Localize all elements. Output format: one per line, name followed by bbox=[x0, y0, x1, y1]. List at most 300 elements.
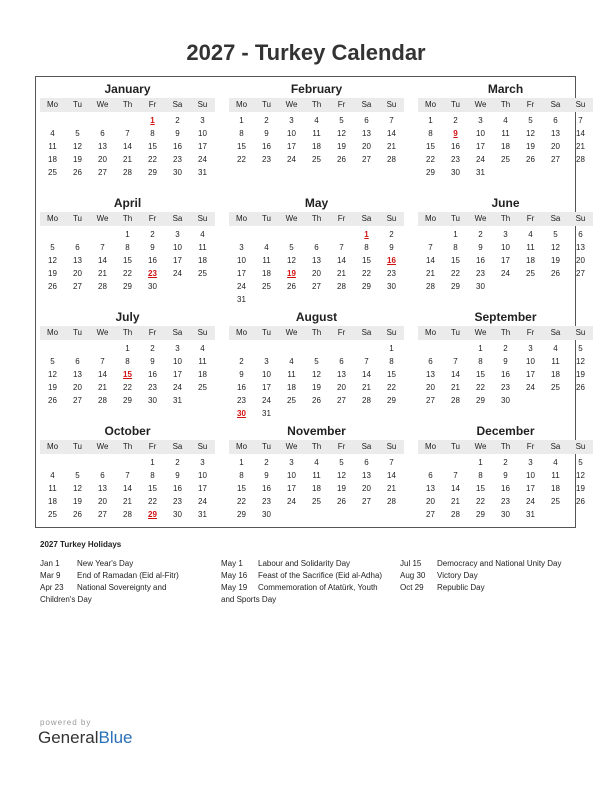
holiday-item bbox=[400, 582, 575, 594]
weekday-label: Su bbox=[197, 100, 208, 109]
weekday-label: We bbox=[285, 100, 298, 109]
day-cell: 30 bbox=[476, 282, 485, 291]
day-cell: 16 bbox=[173, 142, 182, 151]
day-cell: 7 bbox=[339, 243, 344, 252]
day-cell: 5 bbox=[553, 230, 558, 239]
day-cell: 4 bbox=[289, 357, 294, 366]
day-cell: 28 bbox=[123, 510, 132, 519]
day-cell: 20 bbox=[73, 269, 82, 278]
day-cell: 17 bbox=[287, 484, 296, 493]
weekday-label: Su bbox=[575, 214, 586, 223]
day-cell: 7 bbox=[100, 357, 105, 366]
holiday-day-cell: 16 bbox=[387, 256, 396, 265]
holiday-date: Apr 23 bbox=[40, 583, 64, 592]
day-cell: 15 bbox=[148, 142, 157, 151]
holiday-name: Labour and Solidarity Day bbox=[258, 559, 351, 568]
day-cell: 26 bbox=[551, 269, 560, 278]
month-name: June bbox=[491, 196, 520, 210]
day-cell: 23 bbox=[173, 497, 182, 506]
day-cell: 11 bbox=[551, 357, 560, 366]
day-cell: 6 bbox=[339, 357, 344, 366]
day-cell: 26 bbox=[73, 168, 82, 177]
holiday-date: Jan 1 bbox=[40, 559, 60, 568]
day-cell: 2 bbox=[175, 116, 180, 125]
day-cell: 31 bbox=[198, 510, 207, 519]
day-cell: 19 bbox=[337, 484, 346, 493]
weekday-header bbox=[40, 98, 215, 112]
empty-cell bbox=[254, 228, 279, 241]
day-cell: 17 bbox=[262, 383, 271, 392]
day-cell: 4 bbox=[503, 116, 508, 125]
day-cell: 18 bbox=[48, 155, 57, 164]
day-cell: 28 bbox=[362, 396, 371, 405]
month-name: May bbox=[304, 196, 329, 210]
holiday-name: Democracy and National Unity Day bbox=[437, 559, 562, 568]
day-cell: 22 bbox=[476, 497, 485, 506]
day-cell: 5 bbox=[314, 357, 319, 366]
weekday-label: Th bbox=[122, 328, 133, 337]
day-cell: 6 bbox=[100, 129, 105, 138]
day-cell: 21 bbox=[98, 383, 107, 392]
day-cell: 24 bbox=[173, 269, 182, 278]
day-cell: 4 bbox=[200, 344, 205, 353]
day-cell: 4 bbox=[314, 458, 319, 467]
day-cell: 18 bbox=[287, 383, 296, 392]
day-cell: 12 bbox=[48, 256, 57, 265]
day-cell: 31 bbox=[198, 168, 207, 177]
day-cell: 14 bbox=[98, 256, 107, 265]
day-cell: 12 bbox=[526, 129, 535, 138]
empty-cell bbox=[40, 228, 65, 241]
day-cell: 25 bbox=[551, 497, 560, 506]
day-cell: 12 bbox=[287, 256, 296, 265]
weekday-label: Fr bbox=[337, 442, 346, 451]
weekday-label: Mo bbox=[46, 328, 59, 337]
day-cell: 4 bbox=[200, 230, 205, 239]
month-august bbox=[229, 309, 404, 420]
day-cell: 3 bbox=[239, 243, 244, 252]
day-cell: 5 bbox=[50, 357, 55, 366]
weekday-label: Th bbox=[500, 328, 511, 337]
day-cell: 12 bbox=[576, 357, 585, 366]
day-cell: 11 bbox=[198, 357, 207, 366]
day-cell: 31 bbox=[476, 168, 485, 177]
weekday-label: Su bbox=[197, 214, 208, 223]
day-cell: 11 bbox=[312, 471, 321, 480]
day-cell: 25 bbox=[48, 510, 57, 519]
day-cell: 28 bbox=[98, 282, 107, 291]
day-cell: 19 bbox=[48, 383, 57, 392]
weekday-label: Fr bbox=[148, 214, 157, 223]
day-cell: 27 bbox=[362, 155, 371, 164]
holiday-date: May 1 bbox=[221, 559, 243, 568]
day-cell: 11 bbox=[312, 129, 321, 138]
holiday-date: May 16 bbox=[221, 571, 248, 580]
day-cell: 9 bbox=[264, 471, 269, 480]
day-cell: 23 bbox=[173, 155, 182, 164]
holiday-date: Aug 30 bbox=[400, 571, 426, 580]
day-cell: 26 bbox=[312, 396, 321, 405]
weekday-label: Sa bbox=[172, 328, 183, 337]
day-cell: 13 bbox=[426, 370, 435, 379]
empty-cell bbox=[254, 342, 279, 355]
weekday-label: Mo bbox=[46, 100, 59, 109]
day-cell: 20 bbox=[576, 256, 585, 265]
day-cell: 4 bbox=[528, 230, 533, 239]
weekday-label: Sa bbox=[361, 442, 372, 451]
day-cell: 17 bbox=[173, 256, 182, 265]
day-cell: 31 bbox=[526, 510, 535, 519]
day-cell: 29 bbox=[387, 396, 396, 405]
holiday-day-cell: 1 bbox=[364, 230, 369, 239]
month-march bbox=[418, 81, 593, 179]
day-grid bbox=[40, 114, 215, 179]
day-cell: 13 bbox=[362, 129, 371, 138]
weekday-label: Sa bbox=[172, 442, 183, 451]
day-cell: 15 bbox=[476, 484, 485, 493]
day-cell: 1 bbox=[239, 116, 244, 125]
holiday-item bbox=[40, 570, 200, 582]
day-cell: 22 bbox=[148, 497, 157, 506]
day-cell: 20 bbox=[312, 269, 321, 278]
day-cell: 10 bbox=[198, 129, 207, 138]
weekday-label: Su bbox=[197, 328, 208, 337]
day-cell: 13 bbox=[362, 471, 371, 480]
day-cell: 8 bbox=[428, 129, 433, 138]
month-october bbox=[40, 423, 215, 521]
day-grid bbox=[229, 342, 404, 420]
weekday-label: Sa bbox=[550, 442, 561, 451]
weekday-header bbox=[229, 440, 404, 454]
day-cell: 11 bbox=[48, 484, 57, 493]
holiday-item bbox=[221, 582, 391, 606]
month-april bbox=[40, 195, 215, 293]
day-cell: 5 bbox=[75, 471, 80, 480]
day-cell: 3 bbox=[200, 458, 205, 467]
powered-by-label: powered by bbox=[40, 718, 92, 727]
day-cell: 6 bbox=[428, 357, 433, 366]
empty-cell bbox=[443, 456, 468, 469]
day-cell: 18 bbox=[551, 370, 560, 379]
day-cell: 26 bbox=[287, 282, 296, 291]
day-cell: 25 bbox=[312, 155, 321, 164]
day-cell: 22 bbox=[237, 497, 246, 506]
day-cell: 18 bbox=[48, 497, 57, 506]
page-title: 2027 - Turkey Calendar bbox=[186, 40, 426, 65]
weekday-label: Tu bbox=[450, 100, 461, 109]
day-cell: 15 bbox=[123, 256, 132, 265]
day-cell: 23 bbox=[237, 396, 246, 405]
day-cell: 6 bbox=[364, 116, 369, 125]
brand-blue: Blue bbox=[98, 728, 133, 747]
day-cell: 2 bbox=[503, 344, 508, 353]
day-cell: 20 bbox=[98, 497, 107, 506]
day-cell: 25 bbox=[48, 168, 57, 177]
day-cell: 22 bbox=[123, 269, 132, 278]
weekday-label: Sa bbox=[550, 328, 561, 337]
weekday-label: Tu bbox=[72, 214, 83, 223]
day-cell: 26 bbox=[337, 155, 346, 164]
day-cell: 27 bbox=[337, 396, 346, 405]
day-cell: 25 bbox=[198, 383, 207, 392]
day-cell: 22 bbox=[476, 383, 485, 392]
weekday-label: Su bbox=[386, 442, 397, 451]
day-cell: 16 bbox=[451, 142, 460, 151]
weekday-label: Su bbox=[386, 100, 397, 109]
day-cell: 7 bbox=[125, 129, 130, 138]
day-cell: 1 bbox=[389, 344, 394, 353]
weekday-label: Mo bbox=[424, 442, 437, 451]
day-cell: 8 bbox=[125, 243, 130, 252]
day-cell: 13 bbox=[73, 256, 82, 265]
day-cell: 4 bbox=[553, 458, 558, 467]
day-cell: 26 bbox=[337, 497, 346, 506]
day-cell: 28 bbox=[387, 497, 396, 506]
day-cell: 5 bbox=[528, 116, 533, 125]
day-cell: 18 bbox=[551, 484, 560, 493]
day-cell: 1 bbox=[478, 458, 483, 467]
empty-cell bbox=[304, 228, 329, 241]
weekday-label: Fr bbox=[526, 328, 535, 337]
day-cell: 16 bbox=[262, 142, 271, 151]
day-cell: 10 bbox=[526, 471, 535, 480]
month-november bbox=[229, 423, 404, 521]
day-cell: 10 bbox=[173, 243, 182, 252]
day-cell: 3 bbox=[503, 230, 508, 239]
weekday-label: Sa bbox=[361, 100, 372, 109]
day-cell: 3 bbox=[200, 116, 205, 125]
holiday-item bbox=[40, 582, 200, 606]
day-cell: 12 bbox=[73, 484, 82, 493]
day-cell: 15 bbox=[237, 484, 246, 493]
day-cell: 24 bbox=[198, 497, 207, 506]
day-cell: 27 bbox=[362, 497, 371, 506]
weekday-label: We bbox=[474, 328, 487, 337]
weekday-label: Fr bbox=[526, 442, 535, 451]
weekday-label: We bbox=[285, 442, 298, 451]
weekday-label: We bbox=[96, 442, 109, 451]
day-cell: 9 bbox=[150, 243, 155, 252]
day-cell: 22 bbox=[123, 383, 132, 392]
day-cell: 2 bbox=[453, 116, 458, 125]
day-cell: 18 bbox=[198, 370, 207, 379]
weekday-label: Th bbox=[122, 214, 133, 223]
empty-cell bbox=[90, 114, 115, 127]
day-cell: 6 bbox=[75, 243, 80, 252]
day-cell: 18 bbox=[312, 142, 321, 151]
day-cell: 7 bbox=[125, 471, 130, 480]
day-cell: 28 bbox=[387, 155, 396, 164]
day-cell: 22 bbox=[237, 155, 246, 164]
day-cell: 3 bbox=[289, 116, 294, 125]
weekday-label: Mo bbox=[424, 214, 437, 223]
month-september bbox=[418, 309, 593, 407]
day-cell: 30 bbox=[173, 168, 182, 177]
month-may bbox=[229, 195, 404, 306]
day-cell: 7 bbox=[578, 116, 583, 125]
day-cell: 21 bbox=[576, 142, 585, 151]
day-cell: 19 bbox=[337, 142, 346, 151]
weekday-label: Tu bbox=[261, 214, 272, 223]
weekday-label: Su bbox=[575, 442, 586, 451]
day-cell: 17 bbox=[526, 484, 535, 493]
weekday-label: Th bbox=[122, 442, 133, 451]
day-cell: 26 bbox=[73, 510, 82, 519]
empty-cell bbox=[90, 228, 115, 241]
weekday-label: Tu bbox=[72, 442, 83, 451]
day-cell: 27 bbox=[73, 396, 82, 405]
brand-general: General bbox=[38, 728, 99, 747]
weekday-label: Mo bbox=[235, 442, 248, 451]
day-cell: 23 bbox=[451, 155, 460, 164]
weekday-label: Th bbox=[311, 214, 322, 223]
holiday-item bbox=[400, 558, 575, 570]
day-cell: 10 bbox=[198, 471, 207, 480]
month-name: August bbox=[295, 310, 338, 324]
day-cell: 11 bbox=[501, 129, 510, 138]
holiday-name: End of Ramadan (Eid al-Fitr) bbox=[77, 571, 179, 580]
holidays-title: 2027 Turkey Holidays bbox=[40, 540, 122, 549]
day-cell: 15 bbox=[362, 256, 371, 265]
day-cell: 11 bbox=[526, 243, 535, 252]
day-cell: 30 bbox=[148, 282, 157, 291]
weekday-header bbox=[418, 440, 593, 454]
day-cell: 4 bbox=[50, 471, 55, 480]
day-grid bbox=[40, 456, 215, 521]
day-cell: 21 bbox=[98, 269, 107, 278]
day-cell: 8 bbox=[239, 471, 244, 480]
empty-cell bbox=[279, 342, 304, 355]
weekday-label: Tu bbox=[450, 214, 461, 223]
day-cell: 1 bbox=[125, 230, 130, 239]
weekday-label: Tu bbox=[261, 328, 272, 337]
day-cell: 18 bbox=[501, 142, 510, 151]
day-cell: 5 bbox=[289, 243, 294, 252]
day-cell: 19 bbox=[526, 142, 535, 151]
day-cell: 16 bbox=[262, 484, 271, 493]
holiday-date: Jul 15 bbox=[400, 559, 422, 568]
weekday-header bbox=[229, 212, 404, 226]
weekday-header bbox=[40, 326, 215, 340]
day-cell: 23 bbox=[476, 269, 485, 278]
day-cell: 1 bbox=[125, 344, 130, 353]
day-cell: 28 bbox=[451, 396, 460, 405]
day-cell: 26 bbox=[48, 396, 57, 405]
day-cell: 15 bbox=[476, 370, 485, 379]
holiday-column-3 bbox=[400, 558, 575, 594]
day-cell: 14 bbox=[451, 370, 460, 379]
day-cell: 24 bbox=[476, 155, 485, 164]
day-cell: 8 bbox=[150, 129, 155, 138]
day-cell: 12 bbox=[312, 370, 321, 379]
day-cell: 10 bbox=[476, 129, 485, 138]
day-cell: 2 bbox=[264, 116, 269, 125]
weekday-label: Mo bbox=[424, 100, 437, 109]
month-name: September bbox=[474, 310, 537, 324]
day-cell: 13 bbox=[312, 256, 321, 265]
day-cell: 6 bbox=[553, 116, 558, 125]
day-cell: 3 bbox=[478, 116, 483, 125]
day-cell: 16 bbox=[173, 484, 182, 493]
weekday-label: Tu bbox=[261, 100, 272, 109]
day-cell: 10 bbox=[501, 243, 510, 252]
day-cell: 3 bbox=[264, 357, 269, 366]
day-cell: 24 bbox=[262, 396, 271, 405]
month-july bbox=[40, 309, 215, 407]
day-cell: 11 bbox=[551, 471, 560, 480]
day-grid bbox=[229, 114, 404, 166]
day-cell: 13 bbox=[337, 370, 346, 379]
day-cell: 20 bbox=[426, 383, 435, 392]
empty-cell bbox=[329, 342, 354, 355]
day-grid bbox=[418, 342, 593, 407]
weekday-label: Su bbox=[197, 442, 208, 451]
holiday-day-cell: 29 bbox=[148, 510, 157, 519]
weekday-label: Su bbox=[386, 328, 397, 337]
day-cell: 5 bbox=[50, 243, 55, 252]
day-cell: 12 bbox=[576, 471, 585, 480]
day-cell: 18 bbox=[526, 256, 535, 265]
empty-cell bbox=[65, 456, 90, 469]
holiday-item bbox=[221, 558, 391, 570]
empty-cell bbox=[329, 228, 354, 241]
day-cell: 21 bbox=[123, 497, 132, 506]
day-cell: 30 bbox=[262, 510, 271, 519]
day-cell: 7 bbox=[364, 357, 369, 366]
holiday-column-2 bbox=[221, 558, 391, 606]
day-cell: 9 bbox=[175, 471, 180, 480]
month-name: December bbox=[476, 424, 535, 438]
day-cell: 14 bbox=[576, 129, 585, 138]
empty-cell bbox=[65, 228, 90, 241]
day-cell: 5 bbox=[75, 129, 80, 138]
empty-cell bbox=[229, 342, 254, 355]
day-cell: 16 bbox=[476, 256, 485, 265]
weekday-label: Th bbox=[311, 100, 322, 109]
day-cell: 3 bbox=[175, 344, 180, 353]
day-cell: 27 bbox=[98, 168, 107, 177]
day-cell: 15 bbox=[426, 142, 435, 151]
holiday-item bbox=[40, 558, 200, 570]
empty-cell bbox=[65, 342, 90, 355]
day-cell: 21 bbox=[337, 269, 346, 278]
day-cell: 21 bbox=[451, 497, 460, 506]
holiday-item bbox=[400, 570, 575, 582]
holiday-date: May 19 bbox=[221, 583, 248, 592]
day-cell: 29 bbox=[426, 168, 435, 177]
day-cell: 30 bbox=[501, 396, 510, 405]
weekday-label: We bbox=[96, 214, 109, 223]
weekday-label: We bbox=[474, 100, 487, 109]
day-cell: 8 bbox=[239, 129, 244, 138]
day-cell: 23 bbox=[262, 155, 271, 164]
day-cell: 7 bbox=[389, 116, 394, 125]
holiday-date: Mar 9 bbox=[40, 571, 61, 580]
day-cell: 14 bbox=[362, 370, 371, 379]
day-cell: 29 bbox=[451, 282, 460, 291]
day-cell: 21 bbox=[451, 383, 460, 392]
day-cell: 14 bbox=[123, 484, 132, 493]
calendar-grid bbox=[35, 76, 586, 528]
day-cell: 11 bbox=[48, 142, 57, 151]
day-cell: 27 bbox=[426, 396, 435, 405]
day-cell: 27 bbox=[73, 282, 82, 291]
day-cell: 6 bbox=[428, 471, 433, 480]
day-cell: 13 bbox=[98, 484, 107, 493]
day-cell: 25 bbox=[551, 383, 560, 392]
day-cell: 29 bbox=[148, 168, 157, 177]
day-cell: 27 bbox=[312, 282, 321, 291]
